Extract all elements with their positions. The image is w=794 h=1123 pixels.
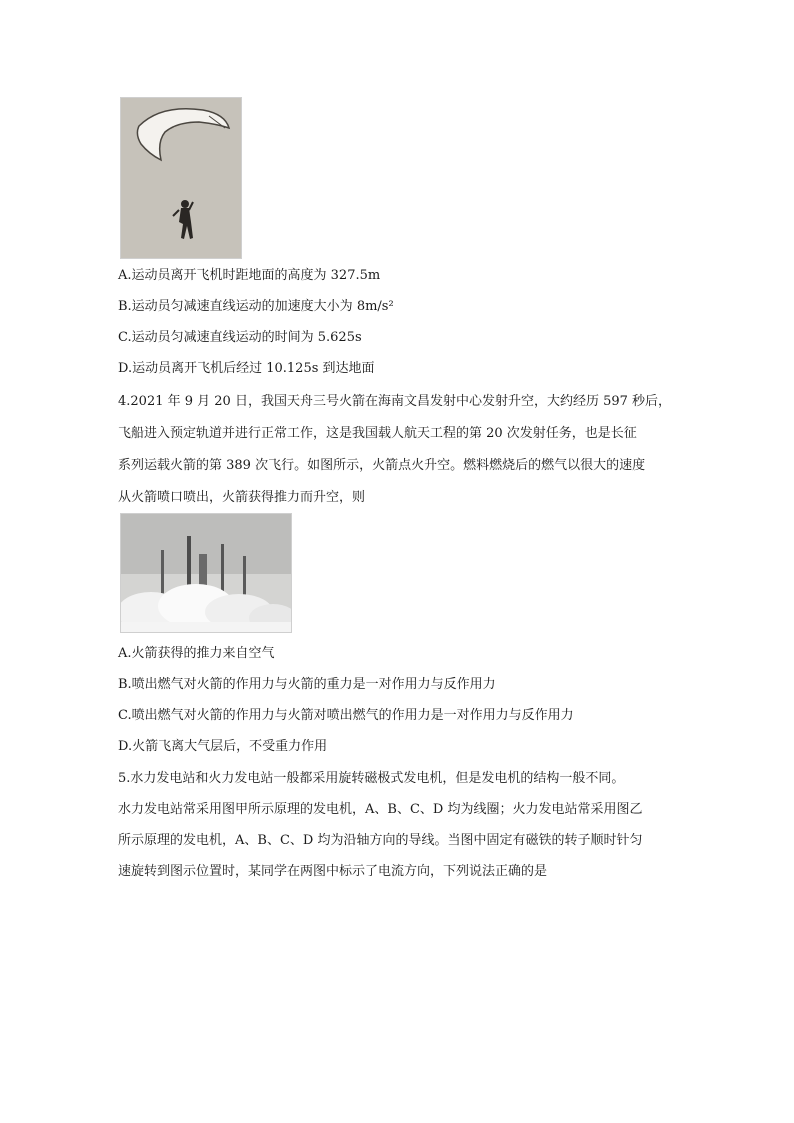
q5-stem-line-4: 速旋转到图示位置时，某同学在两图中标示了电流方向，下列说法正确的是 [118,864,548,879]
q5-stem-line-3: 所示原理的发电机，A、B、C、D 均为沿轴方向的导线。当图中固定有磁铁的转子顺时针匀 [118,833,643,848]
q3-option-a: A.运动员离开飞机时距地面的高度为 327.5m [118,268,381,283]
q4-option-a: A.火箭获得的推力来自空气 [118,646,275,661]
parachutist-illustration [121,98,241,258]
q4-stem-line-4: 从火箭喷口喷出，火箭获得推力而升空，则 [118,490,366,505]
q5-stem-line-2: 水力发电站常采用图甲所示原理的发电机，A、B、C、D 均为线圈；火力发电站常采用图乙 [118,802,643,817]
parachutist-photo [120,97,242,259]
q3-option-c: C.运动员匀减速直线运动的时间为 5.625s [118,330,362,345]
rocket-launch-photo [120,513,292,633]
rocket-launch-illustration [121,514,291,632]
q5-stem-line-1: 5.水力发电站和火力发电站一般都采用旋转磁极式发电机，但是发电机的结构一般不同。 [118,771,625,786]
q4-stem-line-2: 飞船进入预定轨道并进行正常工作，这是我国载人航天工程的第 20 次发射任务，也是长征 [118,426,637,441]
q3-option-d: D.运动员离开飞机后经过 10.125s 到达地面 [118,361,375,376]
q3-option-b: B.运动员匀减速直线运动的加速度大小为 8m/s² [118,299,394,314]
q4-stem-line-3: 系列运载火箭的第 389 次飞行。如图所示，火箭点火升空。燃料燃烧后的燃气以很大的速度 [118,458,646,473]
q4-option-b: B.喷出燃气对火箭的作用力与火箭的重力是一对作用力与反作用力 [118,677,496,692]
q4-option-c: C.喷出燃气对火箭的作用力与火箭对喷出燃气的作用力是一对作用力与反作用力 [118,708,574,723]
q4-option-d: D.火箭飞离大气层后，不受重力作用 [118,739,328,754]
q4-stem-line-1: 4.2021 年 9 月 20 日，我国天舟三号火箭在海南文昌发射中心发射升空，大约经历 597 秒后， [118,394,672,409]
